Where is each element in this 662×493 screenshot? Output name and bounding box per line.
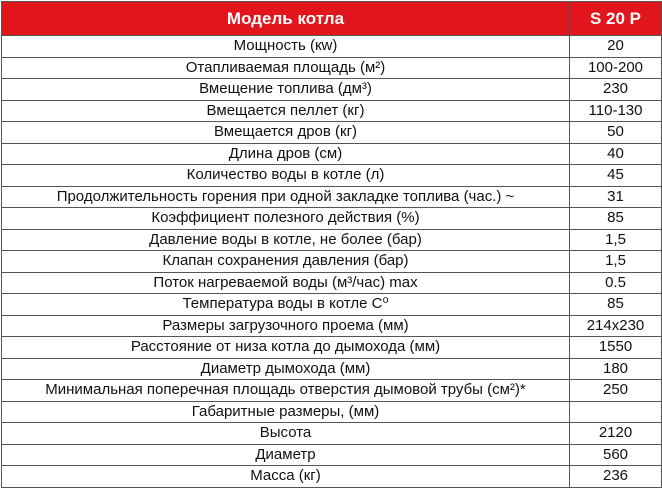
row-param: Отапливаемая площадь (м²) [2, 57, 570, 79]
table-row [2, 36, 662, 58]
row-param: Диаметр дымохода (мм) [2, 358, 570, 380]
row-param: Количество воды в котле (л) [2, 165, 570, 187]
row-param: Диаметр [2, 444, 570, 466]
table-row [2, 186, 662, 208]
row-param: Вмещается пеллет (кг) [2, 100, 570, 122]
row-value: 1,5 [570, 229, 662, 251]
row-value: 50 [570, 122, 662, 144]
row-value: 85 [570, 294, 662, 316]
table-row [2, 444, 662, 466]
table-row [2, 251, 662, 273]
table-row [2, 380, 662, 402]
table-row [2, 423, 662, 445]
row-param: Вмещение топлива (дм³) [2, 79, 570, 101]
row-param: Масса (кг) [2, 466, 570, 488]
row-value: 20 [570, 36, 662, 58]
row-param: Расстояние от низа котла до дымохода (мм) [2, 337, 570, 359]
table-row [2, 100, 662, 122]
row-value: 31 [570, 186, 662, 208]
table-row [2, 466, 662, 488]
row-value: 45 [570, 165, 662, 187]
table-header-row [2, 2, 662, 36]
table-row [2, 272, 662, 294]
row-param: Минимальная поперечная площадь отверстия дымовой трубы (cм²)* [2, 380, 570, 402]
header-model-value: S 20 P [570, 2, 662, 36]
row-value: 230 [570, 79, 662, 101]
row-value: 110-130 [570, 100, 662, 122]
row-param: Мощность (кw) [2, 36, 570, 58]
row-value: 250 [570, 380, 662, 402]
row-param: Давление воды в котле, не более (бар) [2, 229, 570, 251]
table-row [2, 315, 662, 337]
table-row [2, 208, 662, 230]
row-value: 236 [570, 466, 662, 488]
row-param: Продолжительность горения при одной закладке топлива (час.) ~ [2, 186, 570, 208]
table-row [2, 143, 662, 165]
table-row [2, 294, 662, 316]
row-value: 100-200 [570, 57, 662, 79]
table-row [2, 122, 662, 144]
row-param: Температура воды в котле C⁰ [2, 294, 570, 316]
row-param: Клапан сохранения давления (бар) [2, 251, 570, 273]
header-model-label: Модель котла [2, 2, 570, 36]
row-param: Коэффициент полезного действия (%) [2, 208, 570, 230]
row-param: Размеры загрузочного проема (мм) [2, 315, 570, 337]
table-row [2, 229, 662, 251]
table-row [2, 401, 662, 423]
row-value: 180 [570, 358, 662, 380]
row-value: 1550 [570, 337, 662, 359]
table-row [2, 358, 662, 380]
row-value: 1,5 [570, 251, 662, 273]
row-value: 0.5 [570, 272, 662, 294]
boiler-spec-table [1, 1, 662, 488]
row-value: 214x230 [570, 315, 662, 337]
table-row [2, 57, 662, 79]
row-param: Габаритные размеры, (мм) [2, 401, 570, 423]
row-param: Длина дров (см) [2, 143, 570, 165]
row-value: 560 [570, 444, 662, 466]
row-value: 40 [570, 143, 662, 165]
row-value: 2120 [570, 423, 662, 445]
row-param: Вмещается дров (кг) [2, 122, 570, 144]
table-row [2, 79, 662, 101]
row-value [570, 401, 662, 423]
row-param: Поток нагреваемой воды (м³/час) max [2, 272, 570, 294]
row-param: Высота [2, 423, 570, 445]
table-row [2, 337, 662, 359]
row-value: 85 [570, 208, 662, 230]
table-row [2, 165, 662, 187]
